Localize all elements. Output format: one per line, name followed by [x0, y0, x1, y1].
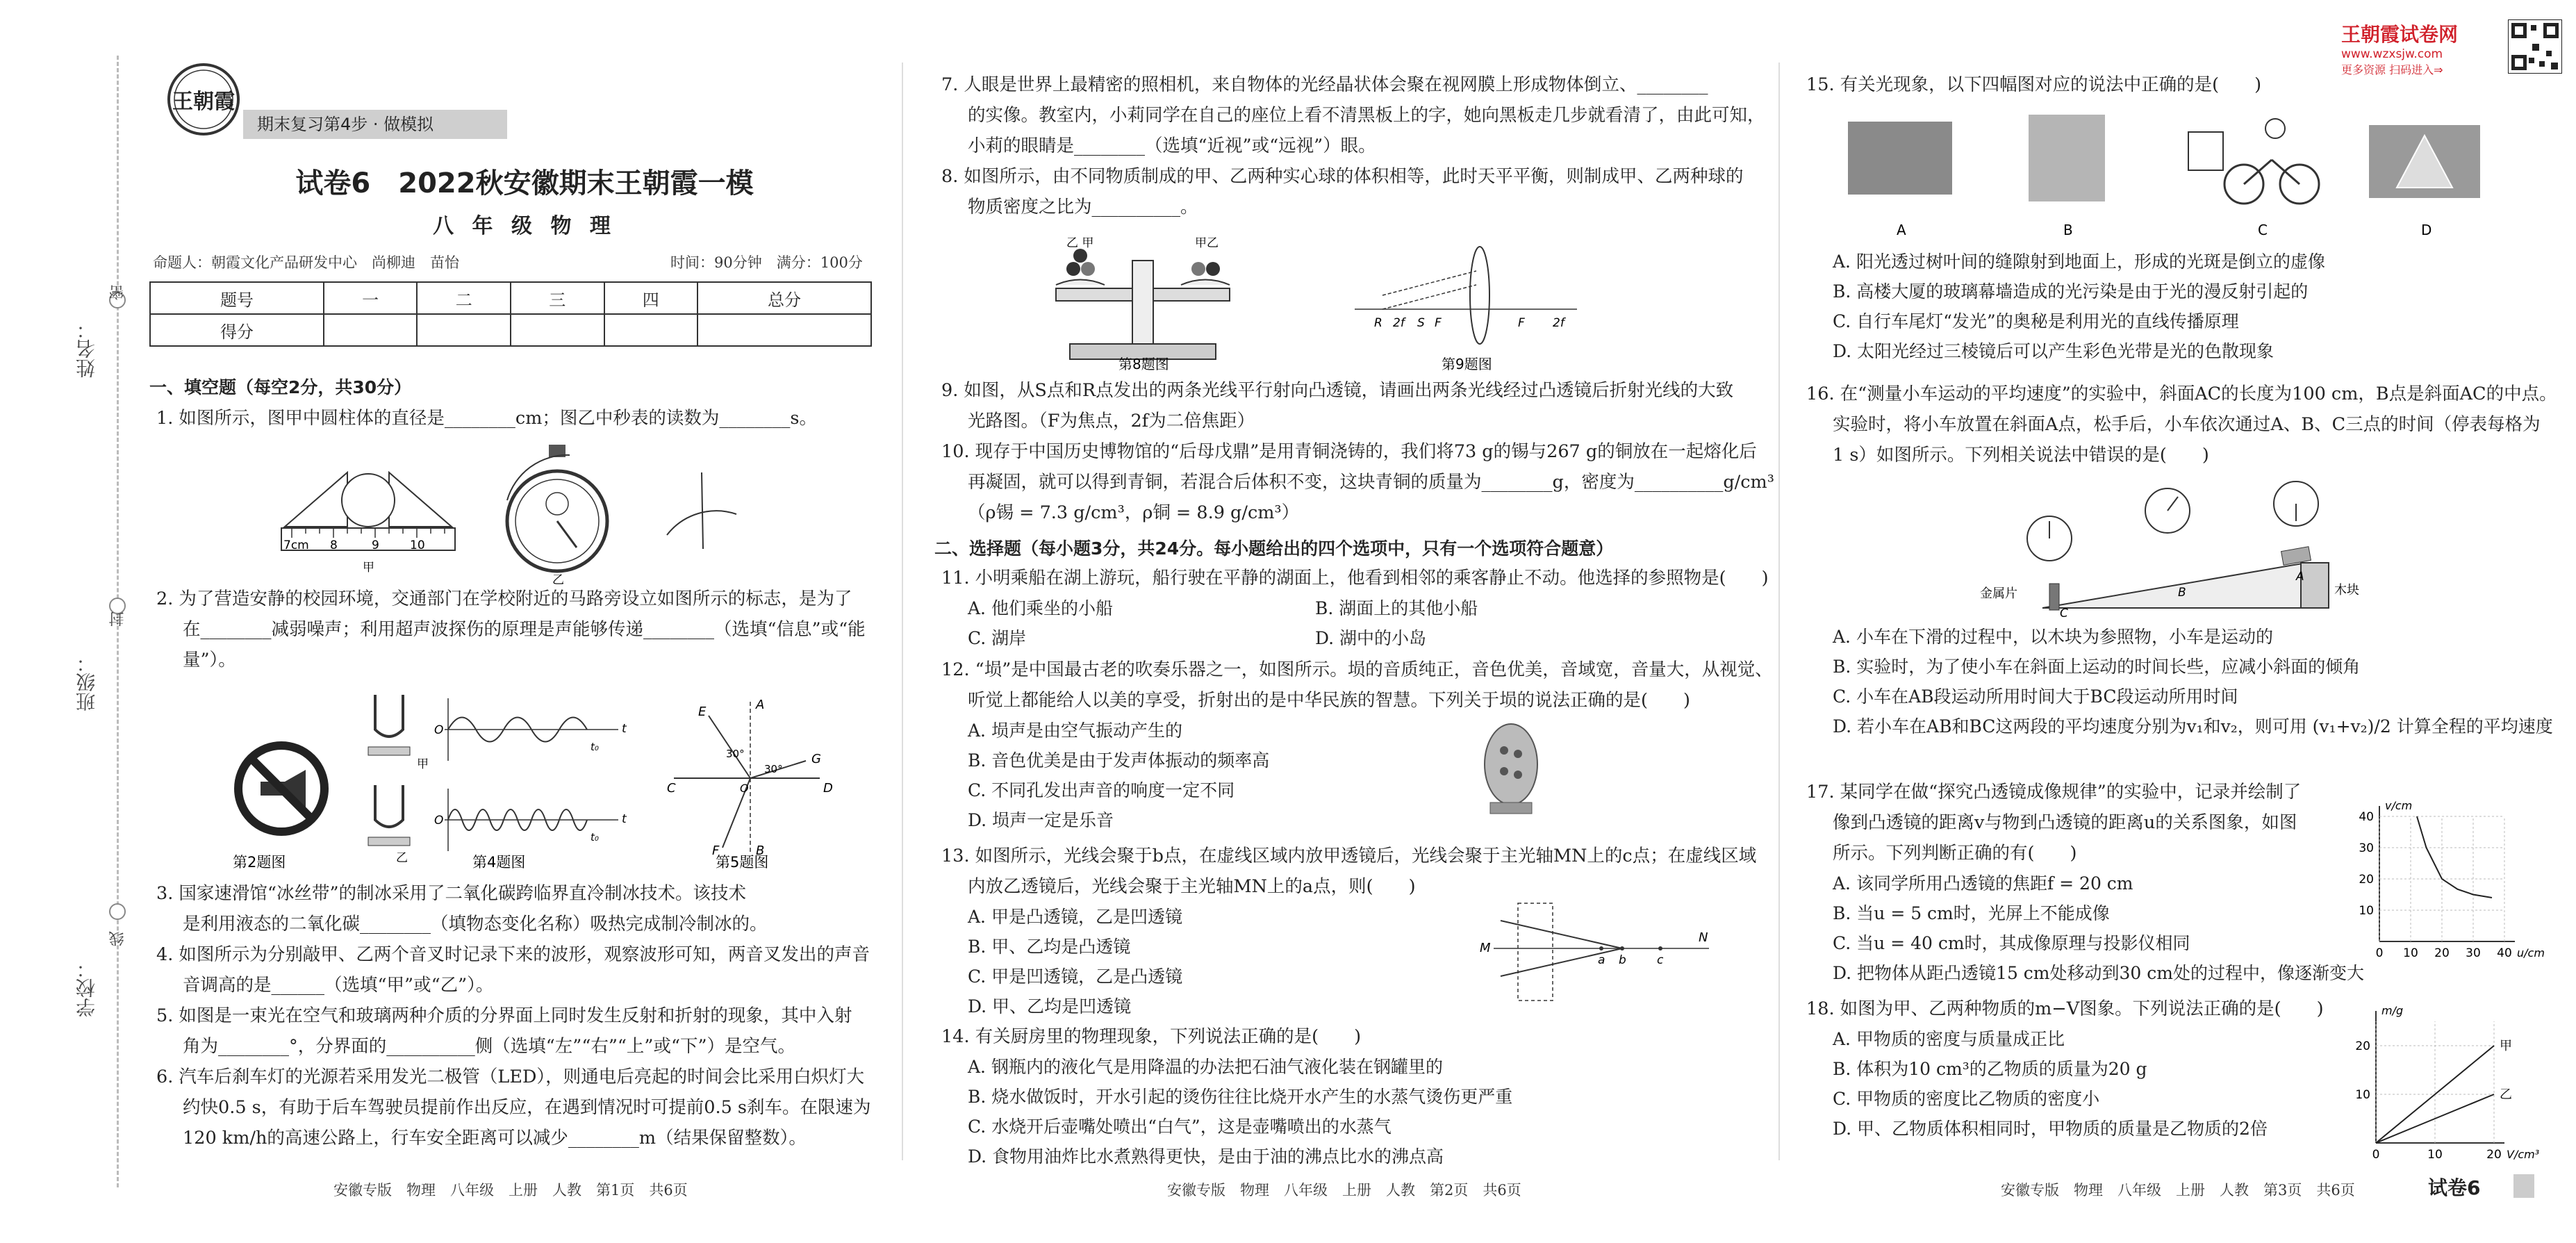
option[interactable]: B. 甲、乙均是凸透镜	[968, 937, 1131, 957]
option[interactable]: D. 若小车在AB和BC这两段的平均速度分别为v₁和v₂，则可用 (v₁+v₂)/2 计算全程的平均速度	[1833, 716, 2553, 736]
option[interactable]: C. 当u = 40 cm时，其成像原理与投影仪相同	[1833, 933, 2190, 953]
brand-name: 王朝霞试卷网	[2341, 23, 2459, 46]
question-line: 13. 如图所示，光线会聚于b点，在虚线区域内放甲透镜后，光线会聚于主光轴MN上的c点；在虚线区域	[941, 846, 1757, 866]
svg-text:2f: 2f	[1393, 316, 1405, 330]
ruler-tick-label: 9	[372, 538, 379, 552]
question-line: 3. 国家速滑馆“冰丝带”的制冰采用了二氧化碳跨临界直冷制冰技术。该技术	[156, 883, 747, 904]
option[interactable]: D. 湖中的小岛	[1315, 628, 1427, 648]
svg-text:B: B	[756, 843, 765, 858]
y-tick-label: 30	[2359, 841, 2374, 855]
option[interactable]: B. 当u = 5 cm时，光屏上不能成像	[1833, 903, 2110, 923]
option[interactable]: C. 不同孔发出声音的响度一定不同	[968, 780, 1235, 800]
question-4	[156, 939, 870, 1001]
svg-text:t₀: t₀	[591, 741, 599, 753]
option[interactable]: B. 实验时，为了使小车在斜面上运动的时间长些，应减小斜面的倾角	[1833, 657, 2361, 677]
svg-text:t₀: t₀	[591, 831, 599, 843]
page-title: 试卷6 2022秋安徽期末王朝霞一模	[295, 167, 754, 199]
question-line: 音调高的是______（选填“甲”或“乙”）。	[183, 975, 494, 996]
x-tick-label: 40	[2497, 946, 2512, 960]
svg-text:F: F	[1518, 316, 1525, 330]
question-8	[941, 161, 1743, 222]
svg-text:A: A	[1897, 222, 1906, 238]
lens-figure	[1355, 247, 1577, 372]
y-tick-label: 10	[2355, 1088, 2370, 1102]
question-line: 所示。下列判断正确的有( )	[1833, 843, 2077, 864]
x-axis-label: V/cm³	[2507, 1148, 2540, 1161]
column-divider	[1778, 63, 1780, 1160]
svg-text:N: N	[1699, 930, 1708, 945]
question-17	[1806, 777, 2364, 988]
figure-label: 甲	[363, 561, 374, 575]
question-line: 物质密度之比为__________。	[968, 197, 1198, 217]
y-axis-label: m/g	[2381, 1004, 2404, 1017]
question-line: 像到凸透镜的距离v与物到凸透镜的距离u的关系图象，如图	[1833, 812, 2297, 833]
svg-text:D: D	[823, 781, 833, 796]
svg-text:t: t	[622, 722, 627, 736]
option[interactable]: C. 自行车尾灯“发光”的奥秘是利用光的直线传播原理	[1833, 311, 2239, 331]
option[interactable]: D. 甲、乙物质体积相同时，甲物质的质量是乙物质的2倍	[1833, 1119, 2268, 1139]
score-header: 三	[511, 282, 604, 314]
question-12	[941, 655, 1773, 835]
question-line: 的实像。教室内，小莉同学在自己的座位上看不清黑板上的字，她向黑板走几步就看清了，由此可知，	[968, 105, 1765, 126]
score-cell[interactable]	[511, 314, 604, 346]
question-line: 2. 为了营造安静的校园环境，交通部门在学校附近的马路旁设立如图所示的标志，是为了	[156, 588, 852, 609]
xun-instrument-image	[1473, 716, 1549, 820]
figure-label: 乙	[552, 573, 564, 587]
svg-text:30°: 30°	[726, 748, 745, 760]
x-tick-label: 20	[2434, 946, 2450, 960]
q8-q9-figures	[1042, 233, 1598, 372]
question-line: 14. 有关厨房里的物理现象，下列说法正确的是( )	[941, 1026, 1362, 1047]
option[interactable]: C. 水烧开后壶嘴处喷出“白气”，这是壶嘴喷出的水蒸气	[968, 1117, 1392, 1137]
option[interactable]: D. 把物体从距凸透镜15 cm处移动到30 cm处的过程中，像逐渐变大	[1833, 963, 2364, 983]
option[interactable]: D. 甲、乙均是凹透镜	[968, 996, 1132, 1016]
x-axis-label: u/cm	[2517, 946, 2545, 960]
page-footer: 安徽专版 物理 八年级 上册 人教 第1页 共6页	[333, 1182, 688, 1199]
y-tick-label: 40	[2359, 810, 2374, 824]
svg-text:M: M	[1480, 941, 1491, 955]
question-line: 12. “埙”是中国最古老的吹奏乐器之一，如图所示。埙的音质纯正，音色优美，音域宽，音量大，从视觉、	[941, 659, 1773, 680]
image-prism	[2369, 125, 2480, 198]
series-label: 乙	[2500, 1087, 2512, 1102]
figure-caption: 第9题图	[1442, 356, 1492, 372]
figures-row	[208, 688, 889, 875]
question-7	[941, 69, 1765, 161]
svg-text:S: S	[1417, 316, 1425, 330]
score-header: 四	[604, 282, 698, 314]
svg-text:E: E	[698, 705, 707, 719]
q13-lens-figure	[1480, 893, 1716, 1018]
x-tick-label: 20	[2486, 1148, 2502, 1162]
svg-text:C: C	[667, 781, 676, 796]
logo-badge	[158, 61, 249, 138]
question-3	[156, 878, 768, 939]
y-tick-label: 10	[2359, 904, 2374, 918]
svg-text:t: t	[622, 812, 627, 826]
question-16-options	[1806, 622, 2553, 741]
question-11	[941, 563, 1769, 653]
y-tick-label: 20	[2359, 873, 2374, 887]
incline-figure	[1945, 479, 2362, 618]
v-u-chart	[2341, 789, 2550, 969]
question-14	[941, 1021, 1512, 1171]
svg-text:O: O	[434, 814, 444, 828]
svg-text:30°: 30°	[764, 763, 783, 775]
question-line: 15. 有关光现象，以下四幅图对应的说法中正确的是( )	[1806, 74, 2262, 95]
score-cell[interactable]	[697, 314, 871, 346]
svg-text:乙 甲: 乙 甲	[1066, 236, 1094, 250]
paper-tag-marker	[2513, 1174, 2534, 1198]
question-line: 是利用液态的二氧化碳________（填物态变化名称）吸热完成制冷制冰的。	[183, 914, 768, 935]
svg-text:G: G	[811, 752, 821, 766]
question-line: 1 s）如图所示。下列相关说法中错误的是( )	[1833, 445, 2209, 466]
question-line: 量”）。	[183, 650, 236, 670]
step-banner: 期末复习第4步 · 做模拟	[243, 110, 507, 139]
y-axis-label: v/cm	[2385, 799, 2413, 812]
question-line: 120 km/h的高速公路上，行车安全距离可以减少________m（结果保留整数）。	[183, 1128, 807, 1149]
question-line: 5. 如图是一束光在空气和玻璃两种介质的分界面上同时发生反射和折射的现象，其中入射	[156, 1005, 852, 1026]
ruler-tick-label: 8	[330, 538, 338, 552]
option[interactable]: A. 他们乘坐的小船	[968, 598, 1113, 618]
school-label: 学校：	[75, 959, 98, 1017]
score-cell[interactable]	[324, 314, 418, 346]
option[interactable]: B. 音色优美是由于发声体振动的频率高	[968, 750, 1270, 771]
question-line: 10. 现存于中国历史博物馆的“后母戊鼎”是用青铜浇铸的，我们将73 g的锡与267 g的铜放在一起熔化后	[941, 441, 1757, 462]
svg-text:木块: 木块	[2334, 583, 2359, 598]
svg-text:O: O	[740, 782, 749, 795]
question-5	[156, 1001, 852, 1062]
image-bicycle	[2188, 119, 2319, 204]
series-line	[2417, 816, 2492, 898]
question-18	[1806, 994, 2324, 1144]
ruler-tick-label: 10	[410, 538, 425, 552]
question-2	[156, 584, 866, 675]
no-horn-sign	[238, 746, 324, 832]
option[interactable]: A. 甲是凸透镜，乙是凹透镜	[968, 907, 1182, 927]
question-line: 7. 人眼是世界上最精密的照相机，来自物体的光经晶状体会聚在视网膜上形成物体倒立、________	[941, 74, 1708, 95]
question-1: 1. 如图所示，图甲中圆柱体的直径是________cm；图乙中秒表的读数为________s。	[156, 408, 817, 429]
option[interactable]: A. 小车在下滑的过程中，以木块为参照物，小车是运动的	[1833, 627, 2273, 647]
question-line: 18. 如图为甲、乙两种物质的m−V图象。下列说法正确的是( )	[1806, 998, 2324, 1019]
question-line: 16. 在“测量小车运动的平均速度”的实验中，斜面AC的长度为100 cm，B点是斜面AC的中点。	[1806, 384, 2557, 404]
option[interactable]: B. 高楼大厦的玻璃幕墙造成的光污染是由于光的漫反射引起的	[1833, 281, 2309, 302]
score-cell[interactable]	[417, 314, 511, 346]
ruler-figure	[281, 472, 455, 575]
svg-text:R: R	[1374, 316, 1382, 330]
option[interactable]: B. 烧水做饭时，开水引起的烫伤往往比烧开水产生的水蒸气烫伤更严重	[968, 1087, 1513, 1107]
score-header: 一	[324, 282, 418, 314]
question-line: 光路图。（F为焦点，2f为二倍焦距）	[968, 411, 1255, 431]
q1-figure	[278, 445, 764, 587]
svg-text:F: F	[712, 843, 720, 858]
question-line: 在________减弱噪声；利用超声波探伤的原理是声能够传递________（选填“信息”或“能	[183, 619, 866, 640]
name-label: 姓名：	[75, 320, 98, 378]
svg-text:b: b	[1619, 953, 1626, 967]
svg-text:甲乙: 甲乙	[1195, 236, 1219, 250]
question-6	[156, 1062, 871, 1153]
question-line: 约快0.5 s，有助于后车驾驶员提前作出反应，在遇到情况时可提前0.5 s刹车。在限速为	[183, 1097, 871, 1118]
svg-text:A: A	[2296, 570, 2304, 584]
series-line	[2376, 1094, 2494, 1143]
refraction-figure	[667, 698, 833, 858]
seal-char: 密	[109, 285, 126, 300]
question-15	[1806, 69, 2261, 100]
image-glass-building	[2029, 115, 2105, 201]
question-9	[941, 375, 1733, 436]
svg-text:2f: 2f	[1553, 316, 1564, 330]
figure-label: 甲	[417, 757, 429, 771]
q15-images	[1834, 111, 2529, 243]
seal-char: 线	[109, 931, 126, 946]
svg-text:C: C	[2060, 607, 2068, 618]
option[interactable]: A. 阳光透过树叶间的缝隙射到地面上，形成的光斑是倒立的虚像	[1833, 252, 2325, 272]
question-line: 4. 如图所示为分别敲甲、乙两个音叉时记录下来的波形，观察波形可知，两音叉发出的声音	[156, 944, 870, 965]
svg-text:a: a	[1598, 953, 1605, 967]
option[interactable]: B. 体积为10 cm³的乙物质的质量为20 g	[1833, 1059, 2147, 1079]
svg-text:B: B	[2063, 222, 2073, 238]
svg-text:金属片: 金属片	[1980, 586, 2017, 601]
option[interactable]: A. 甲物质的密度与质量成正比	[1833, 1029, 2065, 1049]
option[interactable]: C. 湖岸	[968, 628, 1027, 648]
option[interactable]: A. 埙声是由空气振动产生的	[968, 721, 1182, 741]
question-line: 8. 如图所示，由不同物质制成的甲、乙两种实心球的体积相等，此时天平平衡，则制成甲、乙两种球的	[941, 166, 1744, 187]
score-header: 总分	[697, 282, 871, 314]
score-table	[149, 281, 872, 347]
section-heading: 二、选择题（每小题3分，共24分。每小题给出的四个选项中，只有一个选项符合题意）	[934, 538, 1614, 559]
question-line: 听觉上都能给人以美的享受，折射出的是中华民族的智慧。下列关于埙的说法正确的是( )	[968, 690, 1690, 711]
figure-caption: 第4题图	[472, 854, 526, 871]
svg-text:O: O	[434, 723, 444, 737]
question-line: 小莉的眼睛是________（选填“近视”或“远视”）眼。	[968, 135, 1376, 156]
figure-caption: 第2题图	[233, 854, 286, 871]
page-footer: 安徽专版 物理 八年级 上册 人教 第3页 共6页	[2001, 1182, 2355, 1199]
logo-text: 王朝霞	[172, 90, 235, 114]
x-tick-label: 0	[2372, 1148, 2380, 1162]
score-cell[interactable]	[604, 314, 698, 346]
option[interactable]: D. 埙声一定是乐音	[968, 810, 1114, 830]
question-10	[941, 436, 1774, 528]
tuning-fork-figure	[368, 695, 627, 865]
question-line: 实验时，将小车放置在斜面A点，松手后，小车依次通过A、B、C三点的时间（停表每格为	[1833, 414, 2541, 435]
seal-char: 封	[109, 611, 126, 627]
qr-code-icon[interactable]	[2508, 19, 2562, 74]
series-label: 甲	[2500, 1039, 2512, 1053]
question-line: 9. 如图，从S点和R点发出的两条光线平行射向凸透镜，请画出两条光线经过凸透镜后折射光线的大致	[941, 380, 1734, 401]
option[interactable]: D. 太阳光经过三棱镜后可以产生彩色光带是光的色散现象	[1833, 341, 2274, 361]
question-line: 角为________°，分界面的__________侧（选填“左”“右”“上”或“下”）是空气。	[183, 1036, 796, 1057]
option[interactable]: D. 食物用油炸比水煮熟得更快，是由于油的沸点比水的沸点高	[968, 1146, 1444, 1167]
question-line: 内放乙透镜后，光线会聚于主光轴MN上的a点，则( )	[968, 876, 1416, 897]
question-line: （ρ锡 = 7.3 g/cm³，ρ铜 = 8.9 g/cm³）	[968, 502, 1300, 523]
x-tick-label: 10	[2403, 946, 2418, 960]
svg-text:C: C	[2258, 222, 2268, 238]
ruler-tick-label: 7cm	[283, 538, 309, 552]
svg-text:D: D	[2421, 222, 2432, 238]
option[interactable]: B. 湖面上的其他小船	[1315, 598, 1478, 618]
score-row-label: 得分	[150, 314, 324, 346]
page-footer: 安徽专版 物理 八年级 上册 人教 第2页 共6页	[1167, 1182, 1521, 1199]
balance-figure	[1056, 236, 1230, 372]
section-heading: 一、填空题（每空2分，共30分）	[149, 377, 412, 397]
question-line: 再凝固，就可以得到青铜，若混合后体积不变，这块青铜的质量为________g，密度为__________g/cm³	[968, 472, 1774, 493]
option[interactable]: C. 甲物质的密度比乙物质的密度小	[1833, 1089, 2100, 1109]
option[interactable]: C. 小车在AB段运动所用时间大于BC段运动所用时间	[1833, 686, 2238, 707]
question-16	[1806, 379, 2557, 470]
question-line: 11. 小明乘船在湖上游玩，船行驶在平静的湖面上，他看到相邻的乘客静止不动。他选择的参照物是( )	[941, 568, 1769, 588]
image-tree-light	[1848, 122, 1952, 195]
figure-label: 乙	[396, 851, 408, 865]
figure-caption: 第8题图	[1118, 356, 1169, 372]
x-tick-label: 0	[2375, 946, 2384, 960]
option[interactable]: C. 甲是凹透镜，乙是凸透镜	[968, 966, 1183, 987]
binding-hole	[109, 903, 126, 920]
page-subtitle: 八 年 级 物 理	[433, 214, 616, 238]
option[interactable]: A. 钢瓶内的液化气是用降温的办法把石油气液化装在钢罐里的	[968, 1057, 1443, 1077]
brand-url[interactable]: www.wzxsjw.com	[2341, 47, 2443, 61]
question-15-options	[1806, 247, 2325, 366]
m-v-chart	[2334, 994, 2557, 1167]
paper-tag: 试卷6	[2428, 1176, 2481, 1199]
x-tick-label: 10	[2427, 1148, 2443, 1162]
x-tick-label: 30	[2466, 946, 2481, 960]
score-header: 题号	[150, 282, 324, 314]
y-tick-label: 20	[2355, 1039, 2370, 1053]
svg-text:c: c	[1657, 953, 1664, 967]
svg-text:F: F	[1435, 316, 1442, 330]
authors: 命题人：朝霞文化产品研发中心 尚柳迪 苗怡	[153, 254, 459, 271]
class-label: 班级：	[75, 653, 98, 711]
brand-block	[2341, 19, 2458, 77]
column-divider	[902, 63, 903, 1160]
svg-text:B: B	[2178, 586, 2186, 600]
option[interactable]: A. 该同学所用凸透镜的焦距f = 20 cm	[1833, 873, 2133, 894]
stopwatch-figure	[507, 445, 736, 587]
question-line: 6. 汽车后刹车灯的光源若采用发光二极管（LED），则通电后亮起的时间会比采用白炽灯大	[156, 1067, 865, 1087]
time-score: 时间：90分钟 满分：100分	[670, 254, 863, 271]
figure-caption: 第5题图	[716, 854, 769, 871]
question-line: 17. 某同学在做“探究凸透镜成像规律”的实验中，记录并绘制了	[1806, 782, 2302, 802]
score-header: 二	[417, 282, 511, 314]
svg-text:A: A	[756, 698, 765, 712]
brand-tip: 更多资源 扫码进入⇒	[2341, 63, 2443, 76]
